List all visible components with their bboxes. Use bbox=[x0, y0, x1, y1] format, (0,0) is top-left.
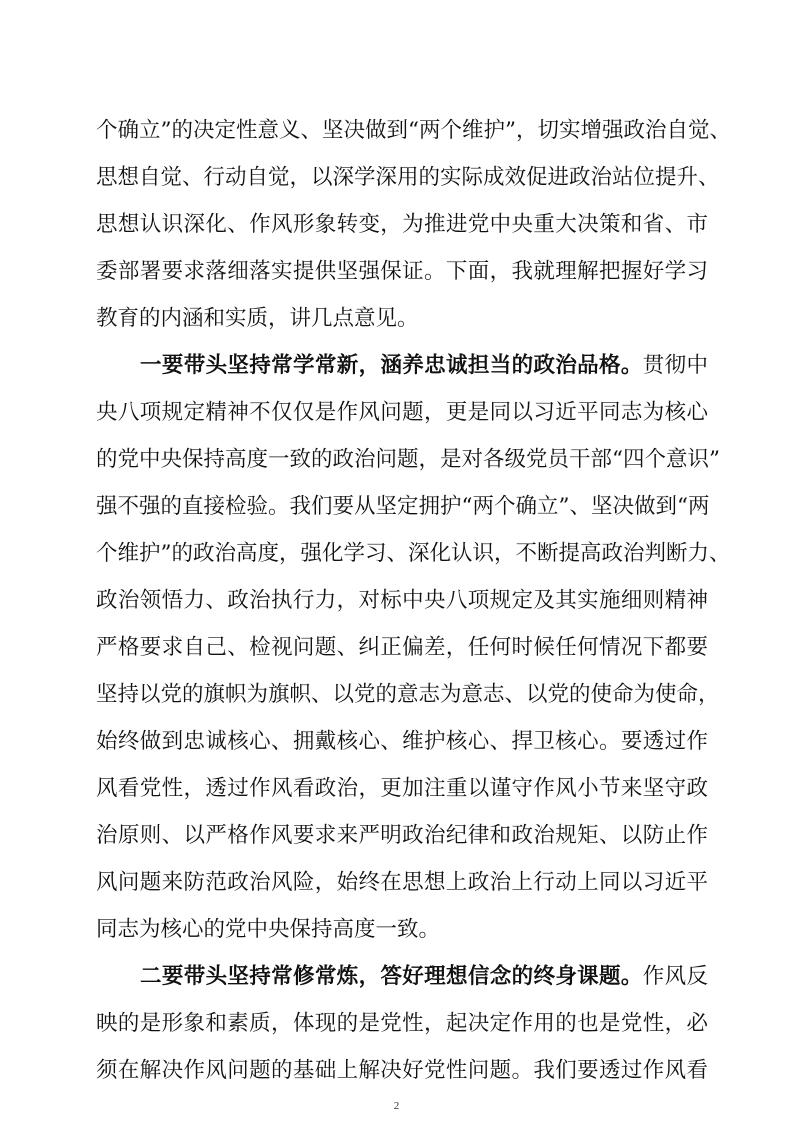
paragraph-line: 个确立”的决定性意义、坚决做到“两个维护”，切实增强政治自觉、 bbox=[96, 118, 731, 143]
paragraph-line: 风看党性，透过作风看政治，更加注重以谨守作风小节来坚守政 bbox=[96, 776, 708, 801]
paragraph-line: 风问题来防范政治风险，始终在思想上政治上行动上同以习近平 bbox=[96, 870, 708, 895]
paragraph-line: 央八项规定精神不仅仅是作风问题，更是同以习近平同志为核心 bbox=[96, 400, 708, 425]
paragraph-line: 强不强的直接检验。我们要从坚定拥护“两个确立”、坚决做到“两 bbox=[96, 494, 710, 519]
section-heading-line bbox=[140, 962, 708, 992]
paragraph-line: 始终做到忠诚核心、拥戴核心、维护核心、捍卫核心。要透过作 bbox=[96, 729, 708, 754]
paragraph-line: 思想自觉、行动自觉，以深学深用的实际成效促进政治站位提升、 bbox=[96, 165, 720, 190]
paragraph-line: 治原则、以严格作风要求来严明政治纪律和政治规矩、以防止作 bbox=[96, 823, 708, 848]
paragraph-line: 坚持以党的旗帜为旗帜、以党的意志为意志、以党的使命为使命， bbox=[96, 682, 720, 707]
section-heading: 二要带头坚持常修常炼，答好理想信念的终身课题。 bbox=[140, 964, 643, 989]
page-number: 2 bbox=[393, 1100, 400, 1112]
section-body-start: 贯彻中 bbox=[642, 353, 708, 378]
paragraph-line: 个维护”的政治高度，强化学习、深化认识，不断提高政治判断力、 bbox=[96, 541, 731, 566]
paragraph-line: 委部署要求落细落实提供坚强保证。下面，我就理解把握好学习 bbox=[96, 259, 708, 284]
paragraph-line: 同志为核心的党中央保持高度一致。 bbox=[96, 917, 441, 942]
section-body-start: 作风反 bbox=[642, 964, 708, 989]
section-heading: 一要带头坚持常学常新，涵养忠诚担当的政治品格。 bbox=[140, 353, 643, 378]
paragraph-line: 须在解决作风问题的基础上解决好党性问题。我们要透过作风看 bbox=[96, 1058, 708, 1083]
paragraph-line: 教育的内涵和实质，讲几点意见。 bbox=[96, 306, 419, 331]
paragraph-line: 的党中央保持高度一致的政治问题，是对各级党员干部“四个意识” bbox=[96, 447, 720, 472]
paragraph-line: 政治领悟力、政治执行力，对标中央八项规定及其实施细则精神 bbox=[96, 588, 708, 613]
section-heading-line bbox=[140, 351, 708, 381]
paragraph-line: 思想认识深化、作风形象转变，为推进党中央重大决策和省、市 bbox=[96, 212, 708, 237]
paragraph-line: 映的是形象和素质，体现的是党性，起决定作用的也是党性，必 bbox=[96, 1011, 708, 1036]
paragraph-line: 严格要求自己、检视问题、纠正偏差，任何时候任何情况下都要 bbox=[96, 635, 708, 660]
